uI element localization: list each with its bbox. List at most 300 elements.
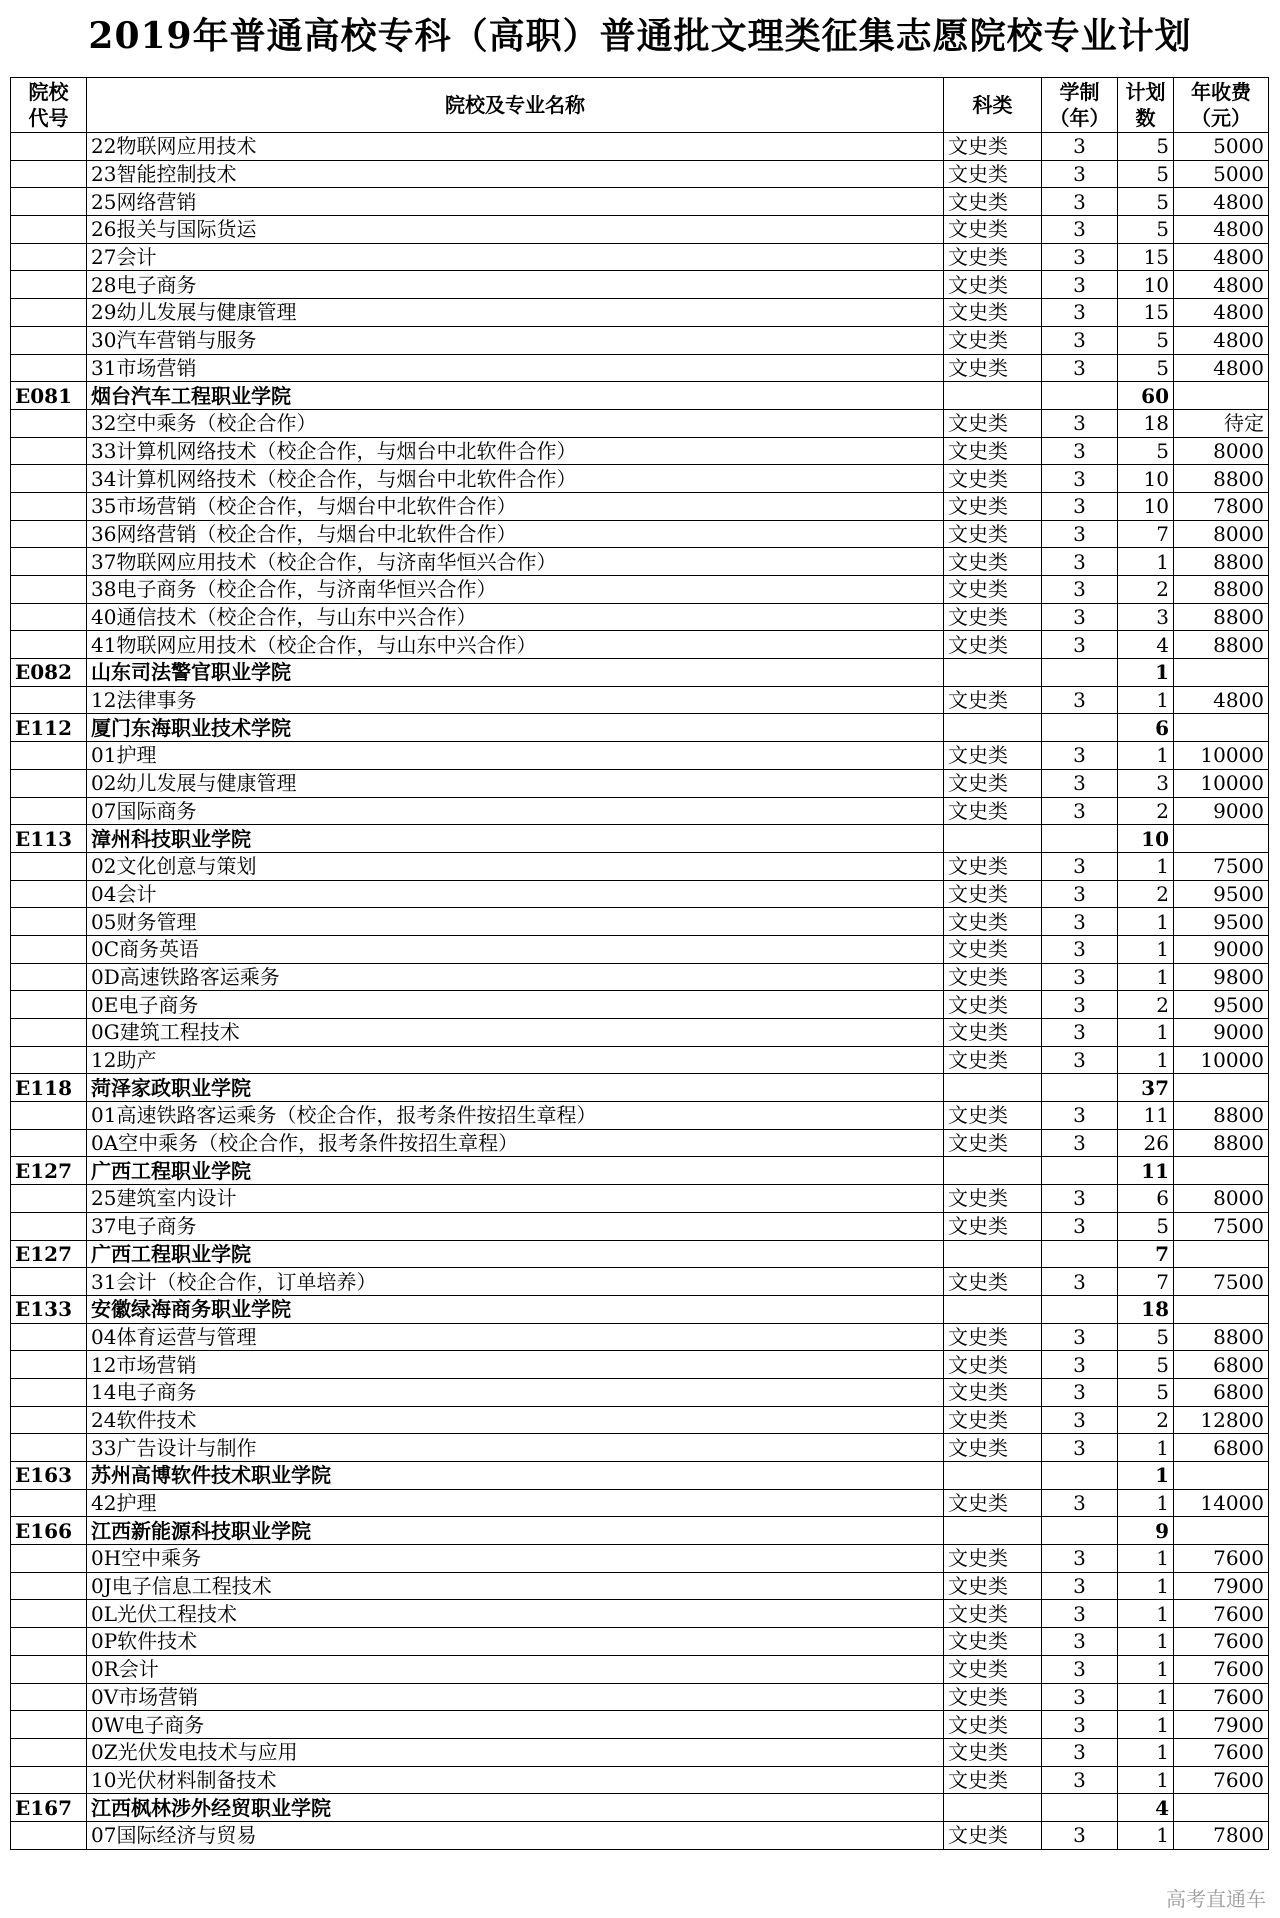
school-code-cell [11, 1212, 87, 1240]
school-code-cell [11, 299, 87, 327]
name-cell: 0R会计 [87, 1655, 944, 1683]
category-cell: 文史类 [944, 797, 1042, 825]
duration-cell [1042, 1794, 1118, 1822]
school-code-cell [11, 852, 87, 880]
school-code-cell [11, 437, 87, 465]
major-row [11, 1019, 1269, 1047]
fee-cell: 4800 [1174, 299, 1269, 327]
school-code-cell [11, 1268, 87, 1296]
school-code-cell: E112 [11, 714, 87, 742]
fee-cell: 9500 [1174, 991, 1269, 1019]
fee-cell: 10000 [1174, 769, 1269, 797]
major-row [11, 1655, 1269, 1683]
name-cell: 04体育运营与管理 [87, 1323, 944, 1351]
major-row [11, 576, 1269, 604]
fee-cell [1174, 1240, 1269, 1268]
plan-count-cell: 1 [1118, 1683, 1174, 1711]
major-row [11, 160, 1269, 188]
school-code-cell [11, 1738, 87, 1766]
fee-cell: 8800 [1174, 1102, 1269, 1130]
fee-cell: 14000 [1174, 1489, 1269, 1517]
category-cell: 文史类 [944, 548, 1042, 576]
name-cell: 33计算机网络技术（校企合作，与烟台中北软件合作） [87, 437, 944, 465]
fee-cell: 4800 [1174, 271, 1269, 299]
name-cell: 36网络营销（校企合作，与烟台中北软件合作） [87, 520, 944, 548]
fee-cell: 6800 [1174, 1378, 1269, 1406]
fee-cell [1174, 1462, 1269, 1490]
fee-cell: 7600 [1174, 1683, 1269, 1711]
school-code-cell [11, 603, 87, 631]
school-code-cell [11, 548, 87, 576]
fee-cell: 9500 [1174, 908, 1269, 936]
category-cell [944, 1462, 1042, 1490]
fee-cell: 7500 [1174, 1212, 1269, 1240]
name-cell: 广西工程职业学院 [87, 1157, 944, 1185]
school-code-cell: E113 [11, 825, 87, 853]
name-cell: 33广告设计与制作 [87, 1434, 944, 1462]
name-cell: 35市场营销（校企合作，与烟台中北软件合作） [87, 492, 944, 520]
category-cell: 文史类 [944, 935, 1042, 963]
category-cell: 文史类 [944, 133, 1042, 161]
duration-cell: 3 [1042, 797, 1118, 825]
major-row [11, 243, 1269, 271]
school-code-cell [11, 409, 87, 437]
school-code-cell: E163 [11, 1462, 87, 1490]
duration-cell: 3 [1042, 1655, 1118, 1683]
plan-count-cell: 1 [1118, 908, 1174, 936]
school-row [11, 1074, 1269, 1102]
duration-cell: 3 [1042, 852, 1118, 880]
fee-cell: 5000 [1174, 160, 1269, 188]
school-code-cell [11, 769, 87, 797]
category-cell [944, 1794, 1042, 1822]
name-cell: 12法律事务 [87, 686, 944, 714]
name-cell: 32空中乘务（校企合作） [87, 409, 944, 437]
plan-count-cell: 5 [1118, 326, 1174, 354]
school-code-cell [11, 1600, 87, 1628]
duration-cell: 3 [1042, 437, 1118, 465]
category-cell [944, 382, 1042, 410]
duration-cell: 3 [1042, 271, 1118, 299]
school-code-cell: E082 [11, 659, 87, 687]
category-cell: 文史类 [944, 1046, 1042, 1074]
duration-cell [1042, 825, 1118, 853]
duration-cell: 3 [1042, 1766, 1118, 1794]
category-cell: 文史类 [944, 1628, 1042, 1656]
name-cell: 31市场营销 [87, 354, 944, 382]
header-duration: 学制 （年） [1042, 78, 1118, 133]
school-row [11, 1462, 1269, 1490]
major-row [11, 1212, 1269, 1240]
major-row [11, 520, 1269, 548]
school-code-cell [11, 1711, 87, 1739]
school-code-cell [11, 880, 87, 908]
category-cell: 文史类 [944, 1572, 1042, 1600]
category-cell: 文史类 [944, 271, 1042, 299]
plan-count-cell: 15 [1118, 299, 1174, 327]
duration-cell: 3 [1042, 1711, 1118, 1739]
duration-cell: 3 [1042, 1683, 1118, 1711]
category-cell: 文史类 [944, 1766, 1042, 1794]
plan-count-cell: 7 [1118, 1268, 1174, 1296]
school-code-cell [11, 133, 87, 161]
category-cell: 文史类 [944, 1738, 1042, 1766]
duration-cell: 3 [1042, 935, 1118, 963]
fee-cell: 待定 [1174, 409, 1269, 437]
category-cell [944, 1157, 1042, 1185]
name-cell: 漳州科技职业学院 [87, 825, 944, 853]
name-cell: 烟台汽车工程职业学院 [87, 382, 944, 410]
name-cell: 31会计（校企合作，订单培养） [87, 1268, 944, 1296]
plan-count-cell: 11 [1118, 1102, 1174, 1130]
fee-cell: 8800 [1174, 603, 1269, 631]
name-cell: 0A空中乘务（校企合作，报考条件按招生章程） [87, 1129, 944, 1157]
major-row [11, 686, 1269, 714]
duration-cell: 3 [1042, 1600, 1118, 1628]
name-cell: 34计算机网络技术（校企合作，与烟台中北软件合作） [87, 465, 944, 493]
category-cell: 文史类 [944, 991, 1042, 1019]
name-cell: 30汽车营销与服务 [87, 326, 944, 354]
name-cell: 0L光伏工程技术 [87, 1600, 944, 1628]
category-cell [944, 1240, 1042, 1268]
category-cell: 文史类 [944, 160, 1042, 188]
category-cell: 文史类 [944, 409, 1042, 437]
major-row [11, 908, 1269, 936]
name-cell: 江西新能源科技职业学院 [87, 1517, 944, 1545]
category-cell: 文史类 [944, 437, 1042, 465]
major-row [11, 603, 1269, 631]
fee-cell: 7600 [1174, 1655, 1269, 1683]
name-cell: 41物联网应用技术（校企合作，与山东中兴合作） [87, 631, 944, 659]
school-code-cell [11, 1102, 87, 1130]
category-cell: 文史类 [944, 1600, 1042, 1628]
category-cell [944, 714, 1042, 742]
school-code-cell [11, 1434, 87, 1462]
plan-count-cell: 1 [1118, 686, 1174, 714]
fee-cell [1174, 1794, 1269, 1822]
school-code-cell [11, 1766, 87, 1794]
plan-count-cell: 1 [1118, 1628, 1174, 1656]
plan-count-cell: 10 [1118, 492, 1174, 520]
major-row [11, 409, 1269, 437]
category-cell: 文史类 [944, 1655, 1042, 1683]
category-cell: 文史类 [944, 742, 1042, 770]
school-code-cell [11, 1046, 87, 1074]
name-cell: 38电子商务（校企合作，与济南华恒兴合作） [87, 576, 944, 604]
name-cell: 42护理 [87, 1489, 944, 1517]
plan-count-cell: 10 [1118, 271, 1174, 299]
category-cell: 文史类 [944, 1351, 1042, 1379]
category-cell: 文史类 [944, 243, 1042, 271]
plan-count-cell: 3 [1118, 603, 1174, 631]
school-code-cell [11, 1185, 87, 1213]
category-cell: 文史类 [944, 963, 1042, 991]
fee-cell [1174, 659, 1269, 687]
name-cell: 23智能控制技术 [87, 160, 944, 188]
major-row [11, 935, 1269, 963]
name-cell: 24软件技术 [87, 1406, 944, 1434]
fee-cell: 7500 [1174, 852, 1269, 880]
category-cell: 文史类 [944, 216, 1042, 244]
major-row [11, 548, 1269, 576]
category-cell [944, 825, 1042, 853]
school-row [11, 825, 1269, 853]
name-cell: 山东司法警官职业学院 [87, 659, 944, 687]
school-code-cell: E127 [11, 1157, 87, 1185]
school-row [11, 1240, 1269, 1268]
category-cell [944, 659, 1042, 687]
plan-count-cell: 4 [1118, 1794, 1174, 1822]
category-cell: 文史类 [944, 576, 1042, 604]
school-code-cell [11, 797, 87, 825]
duration-cell: 3 [1042, 465, 1118, 493]
duration-cell: 3 [1042, 631, 1118, 659]
major-row [11, 216, 1269, 244]
duration-cell: 3 [1042, 299, 1118, 327]
duration-cell: 3 [1042, 409, 1118, 437]
plan-count-cell: 1 [1118, 1821, 1174, 1849]
duration-cell: 3 [1042, 1019, 1118, 1047]
duration-cell: 3 [1042, 1406, 1118, 1434]
name-cell: 05财务管理 [87, 908, 944, 936]
school-code-cell: E081 [11, 382, 87, 410]
plan-count-cell: 1 [1118, 1019, 1174, 1047]
plan-count-cell: 4 [1118, 631, 1174, 659]
fee-cell: 8000 [1174, 520, 1269, 548]
duration-cell: 3 [1042, 520, 1118, 548]
category-cell: 文史类 [944, 1489, 1042, 1517]
major-row [11, 797, 1269, 825]
school-code-cell [11, 520, 87, 548]
school-code-cell [11, 354, 87, 382]
major-row [11, 1406, 1269, 1434]
plan-count-cell: 1 [1118, 1545, 1174, 1573]
major-row [11, 991, 1269, 1019]
duration-cell: 3 [1042, 1268, 1118, 1296]
plan-count-cell: 5 [1118, 1378, 1174, 1406]
school-code-cell [11, 188, 87, 216]
duration-cell: 3 [1042, 1821, 1118, 1849]
category-cell: 文史类 [944, 1019, 1042, 1047]
school-code-cell [11, 1628, 87, 1656]
plan-count-cell: 5 [1118, 188, 1174, 216]
duration-cell: 3 [1042, 1545, 1118, 1573]
school-row [11, 714, 1269, 742]
category-cell: 文史类 [944, 1545, 1042, 1573]
school-code-cell [11, 686, 87, 714]
plan-count-cell: 5 [1118, 437, 1174, 465]
major-row [11, 742, 1269, 770]
plan-count-cell: 5 [1118, 354, 1174, 382]
table-body [11, 133, 1269, 1850]
major-row [11, 1489, 1269, 1517]
category-cell: 文史类 [944, 520, 1042, 548]
school-row [11, 1157, 1269, 1185]
name-cell: 25建筑室内设计 [87, 1185, 944, 1213]
plan-count-cell: 1 [1118, 1462, 1174, 1490]
name-cell: 0C商务英语 [87, 935, 944, 963]
duration-cell: 3 [1042, 1738, 1118, 1766]
fee-cell: 7800 [1174, 492, 1269, 520]
plan-count-cell: 1 [1118, 852, 1174, 880]
plan-count-cell: 1 [1118, 548, 1174, 576]
fee-cell: 4800 [1174, 686, 1269, 714]
school-code-cell [11, 160, 87, 188]
fee-cell: 8000 [1174, 437, 1269, 465]
name-cell: 0V市场营销 [87, 1683, 944, 1711]
fee-cell: 8800 [1174, 548, 1269, 576]
name-cell: 01高速铁路客运乘务（校企合作，报考条件按招生章程） [87, 1102, 944, 1130]
name-cell: 12市场营销 [87, 1351, 944, 1379]
category-cell: 文史类 [944, 465, 1042, 493]
plan-count-cell: 7 [1118, 520, 1174, 548]
school-row [11, 1794, 1269, 1822]
duration-cell: 3 [1042, 160, 1118, 188]
school-code-cell [11, 908, 87, 936]
major-row [11, 133, 1269, 161]
fee-cell: 8800 [1174, 1323, 1269, 1351]
major-row [11, 631, 1269, 659]
admission-plan-table [10, 77, 1269, 1850]
category-cell: 文史类 [944, 1185, 1042, 1213]
name-cell: 40通信技术（校企合作，与山东中兴合作） [87, 603, 944, 631]
duration-cell: 3 [1042, 188, 1118, 216]
school-code-cell [11, 1351, 87, 1379]
major-row [11, 1351, 1269, 1379]
category-cell: 文史类 [944, 1323, 1042, 1351]
school-code-cell [11, 1821, 87, 1849]
category-cell: 文史类 [944, 603, 1042, 631]
fee-cell: 7600 [1174, 1628, 1269, 1656]
school-code-cell [11, 1572, 87, 1600]
header-school-major-name: 院校及专业名称 [87, 78, 944, 133]
duration-cell: 3 [1042, 1572, 1118, 1600]
name-cell: 28电子商务 [87, 271, 944, 299]
category-cell: 文史类 [944, 1268, 1042, 1296]
duration-cell: 3 [1042, 576, 1118, 604]
major-row [11, 963, 1269, 991]
fee-cell: 8800 [1174, 631, 1269, 659]
major-row [11, 1323, 1269, 1351]
category-cell: 文史类 [944, 1434, 1042, 1462]
plan-count-cell: 6 [1118, 714, 1174, 742]
fee-cell: 7900 [1174, 1572, 1269, 1600]
header-plan-count: 计划 数 [1118, 78, 1174, 133]
duration-cell [1042, 1462, 1118, 1490]
fee-cell: 10000 [1174, 1046, 1269, 1074]
fee-cell: 8800 [1174, 576, 1269, 604]
duration-cell [1042, 714, 1118, 742]
plan-count-cell: 10 [1118, 465, 1174, 493]
category-cell [944, 1074, 1042, 1102]
category-cell: 文史类 [944, 1406, 1042, 1434]
plan-count-cell: 2 [1118, 991, 1174, 1019]
category-cell: 文史类 [944, 1683, 1042, 1711]
plan-count-cell: 5 [1118, 1323, 1174, 1351]
name-cell: 苏州高博软件技术职业学院 [87, 1462, 944, 1490]
plan-count-cell: 1 [1118, 1046, 1174, 1074]
school-code-cell [11, 631, 87, 659]
major-row [11, 1268, 1269, 1296]
plan-count-cell: 1 [1118, 1572, 1174, 1600]
duration-cell: 3 [1042, 908, 1118, 936]
fee-cell [1174, 382, 1269, 410]
major-row [11, 1102, 1269, 1130]
school-code-cell: E133 [11, 1295, 87, 1323]
major-row [11, 1711, 1269, 1739]
table-header [11, 78, 1269, 133]
duration-cell: 3 [1042, 1434, 1118, 1462]
school-code-cell: E167 [11, 1794, 87, 1822]
name-cell: 07国际商务 [87, 797, 944, 825]
plan-count-cell: 2 [1118, 1406, 1174, 1434]
plan-count-cell: 1 [1118, 742, 1174, 770]
major-row [11, 1683, 1269, 1711]
plan-count-cell: 1 [1118, 659, 1174, 687]
fee-cell: 5000 [1174, 133, 1269, 161]
major-row [11, 354, 1269, 382]
duration-cell [1042, 382, 1118, 410]
duration-cell: 3 [1042, 963, 1118, 991]
plan-count-cell: 37 [1118, 1074, 1174, 1102]
name-cell: 02文化创意与策划 [87, 852, 944, 880]
category-cell: 文史类 [944, 1212, 1042, 1240]
name-cell: 江西枫林涉外经贸职业学院 [87, 1794, 944, 1822]
major-row [11, 271, 1269, 299]
category-cell: 文史类 [944, 326, 1042, 354]
major-row [11, 1378, 1269, 1406]
name-cell: 37物联网应用技术（校企合作，与济南华恒兴合作） [87, 548, 944, 576]
category-cell: 文史类 [944, 1821, 1042, 1849]
header-annual-fee: 年收费 （元） [1174, 78, 1269, 133]
name-cell: 菏泽家政职业学院 [87, 1074, 944, 1102]
major-row [11, 1766, 1269, 1794]
fee-cell: 4800 [1174, 216, 1269, 244]
school-code-cell [11, 465, 87, 493]
category-cell: 文史类 [944, 852, 1042, 880]
school-code-cell [11, 991, 87, 1019]
plan-count-cell: 1 [1118, 1766, 1174, 1794]
major-row [11, 299, 1269, 327]
name-cell: 广西工程职业学院 [87, 1240, 944, 1268]
fee-cell: 7600 [1174, 1600, 1269, 1628]
duration-cell [1042, 659, 1118, 687]
plan-count-cell: 5 [1118, 1212, 1174, 1240]
duration-cell: 3 [1042, 1185, 1118, 1213]
school-code-cell: E118 [11, 1074, 87, 1102]
fee-cell: 10000 [1174, 742, 1269, 770]
fee-cell: 6800 [1174, 1434, 1269, 1462]
school-code-cell [11, 742, 87, 770]
duration-cell: 3 [1042, 1378, 1118, 1406]
name-cell: 01护理 [87, 742, 944, 770]
plan-count-cell: 5 [1118, 1351, 1174, 1379]
plan-count-cell: 5 [1118, 160, 1174, 188]
fee-cell: 7600 [1174, 1766, 1269, 1794]
plan-count-cell: 26 [1118, 1129, 1174, 1157]
fee-cell: 9000 [1174, 797, 1269, 825]
major-row [11, 1600, 1269, 1628]
category-cell: 文史类 [944, 880, 1042, 908]
fee-cell: 7600 [1174, 1738, 1269, 1766]
duration-cell: 3 [1042, 1212, 1118, 1240]
plan-count-cell: 2 [1118, 576, 1174, 604]
duration-cell: 3 [1042, 548, 1118, 576]
school-code-cell [11, 216, 87, 244]
category-cell: 文史类 [944, 686, 1042, 714]
duration-cell: 3 [1042, 326, 1118, 354]
fee-cell: 4800 [1174, 188, 1269, 216]
